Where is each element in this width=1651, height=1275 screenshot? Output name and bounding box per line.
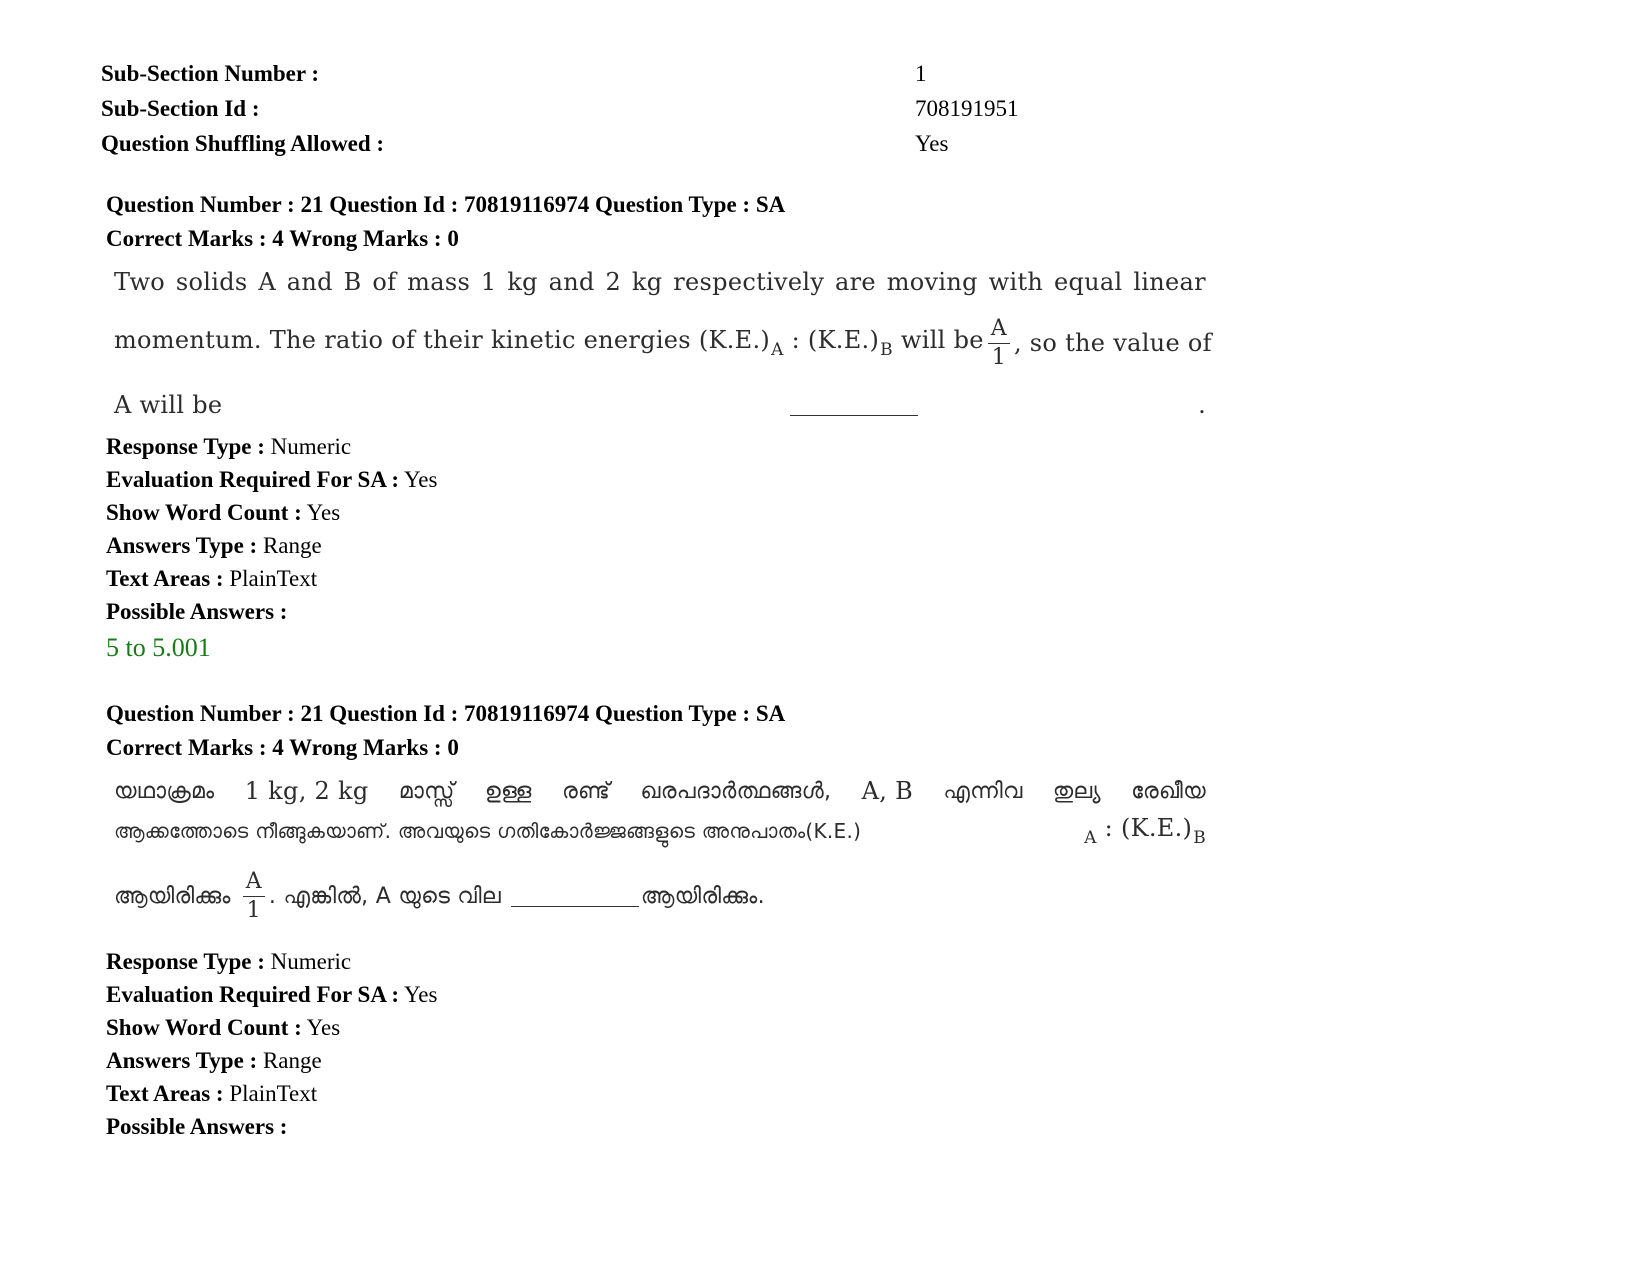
word: തുല്യ bbox=[1052, 778, 1101, 804]
prop-label: Evaluation Required For SA : bbox=[106, 982, 400, 1007]
prop-response-type bbox=[106, 945, 1226, 978]
prop-answers-type bbox=[106, 529, 1226, 562]
fraction bbox=[243, 868, 265, 925]
prop-label: Possible Answers : bbox=[106, 599, 288, 624]
question-english bbox=[106, 188, 1226, 668]
answer-blank bbox=[790, 395, 918, 416]
meta-row-question-shuffling bbox=[101, 126, 1081, 161]
word: solids bbox=[175, 268, 248, 296]
word: ഖരപദാർത്ഥങ്ങൾ, bbox=[640, 778, 832, 804]
prop-evaluation-required bbox=[106, 978, 1226, 1011]
prop-text-areas bbox=[106, 562, 1226, 595]
word: kg bbox=[631, 268, 663, 296]
question-line-1 bbox=[114, 771, 1206, 811]
text-segment: A will be bbox=[114, 391, 223, 419]
fraction bbox=[988, 315, 1010, 372]
prop-text-areas bbox=[106, 1077, 1226, 1110]
prop-value: Yes bbox=[301, 1015, 341, 1040]
question-properties bbox=[106, 430, 1226, 668]
question-properties bbox=[106, 945, 1226, 1143]
meta-value: Yes bbox=[915, 130, 949, 156]
prop-label: Show Word Count : bbox=[106, 1015, 302, 1040]
subscript: B bbox=[1193, 828, 1206, 848]
word: B bbox=[343, 268, 362, 296]
meta-row-subsection-number bbox=[101, 56, 1081, 91]
subscript: A bbox=[1084, 828, 1097, 848]
possible-answer-value: 5 to 5.001 bbox=[106, 633, 211, 662]
question-line-3 bbox=[114, 384, 1206, 426]
meta-label: Sub-Section Number : bbox=[101, 60, 320, 86]
prop-show-word-count bbox=[106, 496, 1226, 529]
word: യഥാക്രമം bbox=[114, 778, 215, 804]
text-segment: . bbox=[1198, 391, 1206, 419]
question-line-2 bbox=[114, 811, 1206, 851]
word: and bbox=[286, 268, 333, 296]
question-header: Question Number : 21 Question Id : 70819116974 Question Type : SA bbox=[106, 192, 786, 217]
prop-label: Text Areas : bbox=[106, 1081, 224, 1106]
text-segment: will be bbox=[892, 326, 984, 354]
meta-label: Question Shuffling Allowed : bbox=[101, 130, 385, 156]
word: A bbox=[258, 268, 276, 296]
question-line-2 bbox=[114, 302, 1212, 384]
word: of bbox=[372, 268, 397, 296]
word: രണ്ട് bbox=[561, 778, 611, 804]
word: 1 bbox=[480, 268, 497, 296]
prop-evaluation-required bbox=[106, 463, 1226, 496]
prop-value: Range bbox=[257, 533, 322, 558]
question-line-1 bbox=[114, 262, 1206, 302]
word: ഉള്ള bbox=[484, 778, 532, 804]
question-header: Question Number : 21 Question Id : 70819116974 Question Type : SA bbox=[106, 701, 786, 726]
word: with bbox=[988, 268, 1044, 296]
word: linear bbox=[1133, 268, 1206, 296]
text-segment: : (K.E.) bbox=[1096, 814, 1193, 842]
prop-answers-type bbox=[106, 1044, 1226, 1077]
word: are bbox=[835, 268, 876, 296]
prop-value: Numeric bbox=[264, 949, 352, 974]
prop-label: Text Areas : bbox=[106, 566, 224, 591]
question-text bbox=[114, 262, 1212, 426]
text-segment: momentum. The ratio of their kinetic energies (K.E.) bbox=[114, 326, 771, 354]
question-marks: Correct Marks : 4 Wrong Marks : 0 bbox=[106, 226, 459, 251]
meta-row-subsection-id bbox=[101, 91, 1081, 126]
fraction-group bbox=[984, 315, 1212, 372]
prop-value: PlainText bbox=[223, 566, 318, 591]
question-marks: Correct Marks : 4 Wrong Marks : 0 bbox=[106, 735, 459, 760]
question-line-3 bbox=[114, 851, 1206, 941]
prop-value: Range bbox=[257, 1048, 322, 1073]
prop-value: Numeric bbox=[264, 434, 352, 459]
word: രേഖീയ bbox=[1131, 778, 1206, 804]
meta-label: Sub-Section Id : bbox=[101, 95, 260, 121]
prop-show-word-count bbox=[106, 1011, 1226, 1044]
word: respectively bbox=[673, 268, 825, 296]
fraction-numerator: A bbox=[243, 868, 265, 897]
text-segment: ആയിരിക്കും bbox=[114, 883, 231, 909]
prop-label: Answers Type : bbox=[106, 533, 258, 558]
ratio-text bbox=[114, 326, 984, 360]
text-segment: , so the value of bbox=[1013, 329, 1212, 357]
text-segment: : (K.E.) bbox=[783, 326, 880, 354]
prop-possible-answers bbox=[106, 595, 1226, 628]
word: മാസ്സ് bbox=[398, 778, 455, 804]
word: moving bbox=[886, 268, 978, 296]
answer-blank bbox=[511, 886, 639, 907]
fraction-numerator: A bbox=[988, 315, 1010, 344]
prop-label: Answers Type : bbox=[106, 1048, 258, 1073]
question-text bbox=[114, 771, 1206, 941]
word: 1 kg, 2 kg bbox=[244, 777, 369, 805]
text-segment: . എങ്കിൽ, A യുടെ വില bbox=[268, 883, 501, 909]
text-segment: ആയിരിക്കും. bbox=[640, 883, 765, 909]
word: mass bbox=[407, 268, 471, 296]
fraction-denominator: 1 bbox=[246, 897, 261, 923]
word: and bbox=[548, 268, 595, 296]
word: kg bbox=[507, 268, 538, 296]
word: എന്നിവ bbox=[943, 778, 1023, 804]
subsection-meta bbox=[101, 56, 1081, 161]
question-malayalam bbox=[106, 697, 1226, 1143]
prop-value: Yes bbox=[399, 982, 438, 1007]
prop-label: Possible Answers : bbox=[106, 1114, 288, 1139]
prop-value: Yes bbox=[399, 467, 438, 492]
fraction-denominator: 1 bbox=[991, 344, 1006, 370]
prop-value: Yes bbox=[301, 500, 341, 525]
prop-label: Evaluation Required For SA : bbox=[106, 467, 400, 492]
ratio-text bbox=[1083, 814, 1206, 848]
prop-label: Show Word Count : bbox=[106, 500, 302, 525]
subscript: B bbox=[880, 340, 893, 360]
text-segment: ആക്കത്തോടെ നീങ്ങുകയാണ്. അവയുടെ ഗതികോർജ്ജങ്ങളുടെ അനുപാതം(K.E.) bbox=[114, 819, 862, 843]
meta-value: 1 bbox=[915, 60, 927, 86]
word: Two bbox=[114, 268, 166, 296]
subscript: A bbox=[771, 340, 784, 360]
prop-response-type bbox=[106, 430, 1226, 463]
word: 2 bbox=[605, 268, 622, 296]
prop-possible-answers bbox=[106, 1110, 1226, 1143]
word: A, B bbox=[861, 777, 914, 805]
prop-value: PlainText bbox=[223, 1081, 318, 1106]
prop-label: Response Type : bbox=[106, 949, 265, 974]
meta-value: 708191951 bbox=[915, 95, 1019, 121]
word: equal bbox=[1053, 268, 1123, 296]
prop-label: Response Type : bbox=[106, 434, 265, 459]
